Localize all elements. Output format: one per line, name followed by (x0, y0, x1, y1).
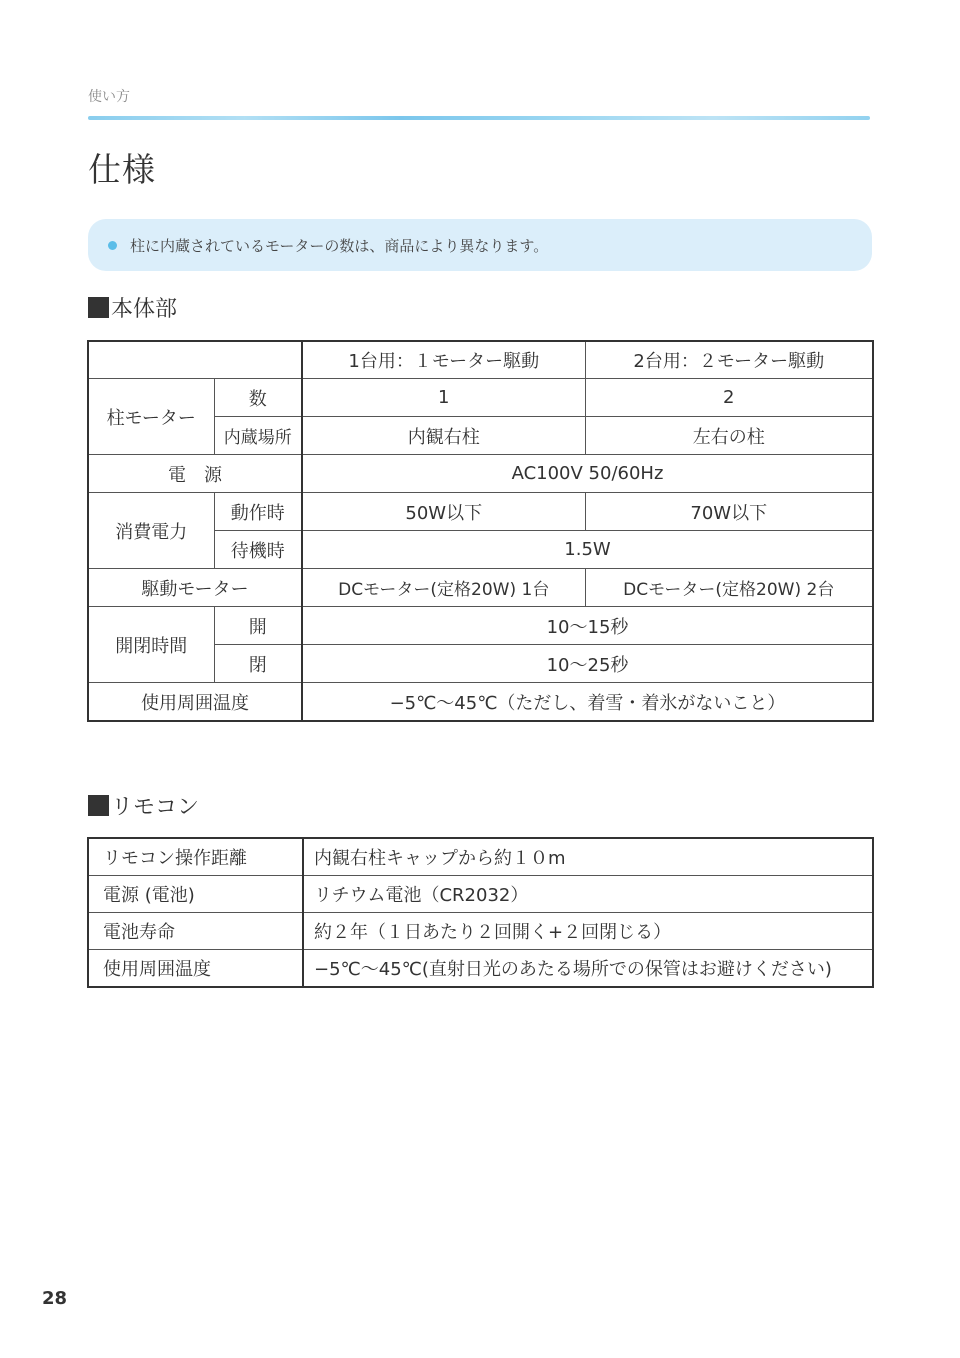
cell-value: 内観右柱 (302, 417, 585, 455)
main-unit-spec-table (87, 340, 874, 722)
cell-value: AC100V 50/60Hz (302, 455, 873, 493)
section-title-main-unit (88, 292, 177, 323)
cell-value: DCモーター(定格20W) 1台 (302, 569, 585, 607)
table-header-row (88, 341, 873, 379)
section-title-remote (88, 790, 199, 821)
row-label: 使用周囲温度 (88, 683, 302, 722)
remote-spec-table (87, 837, 874, 988)
bullet-icon (108, 241, 117, 250)
row-label: 開閉時間 (88, 607, 214, 683)
cell-value: 左右の柱 (585, 417, 873, 455)
cell-value: −5℃〜45℃（ただし、着雪・着氷がないこと） (302, 683, 873, 722)
header-empty-cell (88, 341, 302, 379)
table-row (88, 607, 873, 645)
cell-value: 1 (302, 379, 585, 417)
column-header: 1台用：１モーター駆動 (302, 341, 585, 379)
table-row (88, 950, 873, 988)
cell-value: 内観右柱キャップから約１０m (303, 838, 873, 876)
section-title-text: リモコン (111, 795, 200, 820)
sub-label: 動作時 (214, 493, 302, 531)
table-row (88, 913, 873, 950)
cell-value: 1.5W (302, 531, 873, 569)
cell-value: リチウム電池（CR2032） (303, 876, 873, 913)
table-row (88, 493, 873, 531)
square-bullet-icon (88, 297, 109, 318)
sub-label: 開 (214, 607, 302, 645)
row-label: 使用周囲温度 (88, 950, 303, 988)
breadcrumb: 使い方 (88, 89, 130, 105)
sub-label: 閉 (214, 645, 302, 683)
column-header: 2台用：２モーター駆動 (585, 341, 873, 379)
table-row (88, 379, 873, 417)
cell-value: 70W以下 (585, 493, 873, 531)
square-bullet-icon (88, 795, 109, 816)
row-label: 電池寿命 (88, 913, 303, 950)
info-note (88, 219, 872, 271)
row-label: リモコン操作距離 (88, 838, 303, 876)
section-title-text: 本体部 (111, 297, 178, 322)
note-text: 柱に内蔵されているモーターの数は、商品により異なります。 (130, 236, 549, 255)
table-row (88, 455, 873, 493)
cell-value: −5℃〜45℃(直射日光のあたる場所での保管はお避けください) (303, 950, 873, 988)
sub-label: 内蔵場所 (214, 417, 302, 455)
page-title: 仕様 (88, 150, 156, 189)
row-label: 柱モーター (88, 379, 214, 455)
cell-value: DCモーター(定格20W) 2台 (585, 569, 873, 607)
table-row (88, 683, 873, 722)
table-row (88, 569, 873, 607)
row-label: 電 源 (88, 455, 302, 493)
sub-label: 待機時 (214, 531, 302, 569)
cell-value: 10〜15秒 (302, 607, 873, 645)
table-row (88, 876, 873, 913)
row-label: 消費電力 (88, 493, 214, 569)
cell-value: 10〜25秒 (302, 645, 873, 683)
row-label: 駆動モーター (88, 569, 302, 607)
table-row (88, 838, 873, 876)
cell-value: 2 (585, 379, 873, 417)
header-divider (88, 116, 870, 120)
cell-value: 約２年（１日あたり２回開く+２回閉じる） (303, 913, 873, 950)
page-number: 28 (42, 1288, 68, 1309)
row-label: 電源 (電池) (88, 876, 303, 913)
sub-label: 数 (214, 379, 302, 417)
cell-value: 50W以下 (302, 493, 585, 531)
